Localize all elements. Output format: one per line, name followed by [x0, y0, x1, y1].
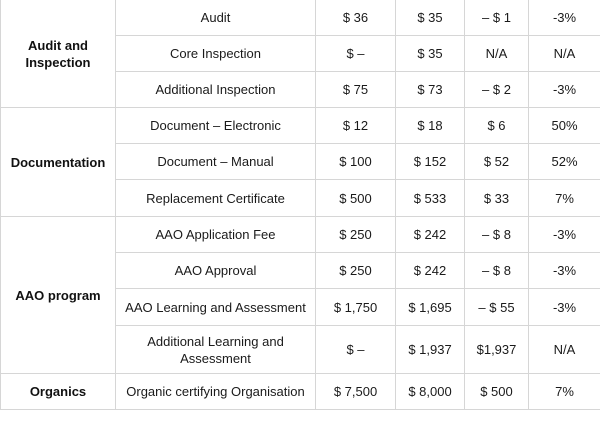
percent-change: -3% — [529, 0, 600, 36]
fee-change: $ 52 — [465, 144, 529, 180]
current-fee: $ 250 — [316, 253, 396, 289]
percent-change: -3% — [529, 289, 600, 326]
percent-change: N/A — [529, 36, 600, 72]
table-row — [1, 108, 600, 144]
fee-change: – $ 55 — [465, 289, 529, 326]
proposed-fee: $ 35 — [396, 36, 465, 72]
item-name: Replacement Certificate — [116, 180, 316, 217]
percent-change: -3% — [529, 72, 600, 108]
proposed-fee: $ 73 — [396, 72, 465, 108]
group-label-aao-program: AAO program — [1, 217, 116, 374]
fee-change: – $ 8 — [465, 253, 529, 289]
fee-change: $1,937 — [465, 326, 529, 374]
percent-change: -3% — [529, 253, 600, 289]
proposed-fee: $ 8,000 — [396, 374, 465, 410]
percent-change: 7% — [529, 374, 600, 410]
current-fee: $ 12 — [316, 108, 396, 144]
table-row — [1, 217, 600, 253]
proposed-fee: $ 35 — [396, 0, 465, 36]
current-fee: $ 250 — [316, 217, 396, 253]
item-name: AAO Learning and Assessment — [116, 289, 316, 326]
percent-change: 7% — [529, 180, 600, 217]
percent-change: -3% — [529, 217, 600, 253]
proposed-fee: $ 242 — [396, 253, 465, 289]
item-name: Additional Learning and Assessment — [116, 326, 316, 374]
current-fee: $ 1,750 — [316, 289, 396, 326]
item-name: Additional Inspection — [116, 72, 316, 108]
proposed-fee: $ 1,695 — [396, 289, 465, 326]
current-fee: $ – — [316, 326, 396, 374]
item-name: AAO Application Fee — [116, 217, 316, 253]
fee-change: $ 33 — [465, 180, 529, 217]
percent-change: 52% — [529, 144, 600, 180]
current-fee: $ 75 — [316, 72, 396, 108]
current-fee: $ – — [316, 36, 396, 72]
current-fee: $ 36 — [316, 0, 396, 36]
proposed-fee: $ 242 — [396, 217, 465, 253]
proposed-fee: $ 533 — [396, 180, 465, 217]
proposed-fee: $ 18 — [396, 108, 465, 144]
group-label-organics: Organics — [1, 374, 116, 410]
fee-change: – $ 8 — [465, 217, 529, 253]
current-fee: $ 500 — [316, 180, 396, 217]
proposed-fee: $ 152 — [396, 144, 465, 180]
item-name: Document – Manual — [116, 144, 316, 180]
percent-change: 50% — [529, 108, 600, 144]
table-row — [1, 374, 600, 410]
fee-change: $ 6 — [465, 108, 529, 144]
fee-change: $ 500 — [465, 374, 529, 410]
fee-change: – $ 2 — [465, 72, 529, 108]
item-name: AAO Approval — [116, 253, 316, 289]
item-name: Audit — [116, 0, 316, 36]
group-label-audit-and-inspection: Audit and Inspection — [1, 0, 116, 108]
fee-change: – $ 1 — [465, 0, 529, 36]
group-label-documentation: Documentation — [1, 108, 116, 217]
percent-change: N/A — [529, 326, 600, 374]
current-fee: $ 100 — [316, 144, 396, 180]
item-name: Organic certifying Organisation — [116, 374, 316, 410]
item-name: Document – Electronic — [116, 108, 316, 144]
proposed-fee: $ 1,937 — [396, 326, 465, 374]
current-fee: $ 7,500 — [316, 374, 396, 410]
table-row — [1, 0, 600, 36]
item-name: Core Inspection — [116, 36, 316, 72]
fee-change: N/A — [465, 36, 529, 72]
